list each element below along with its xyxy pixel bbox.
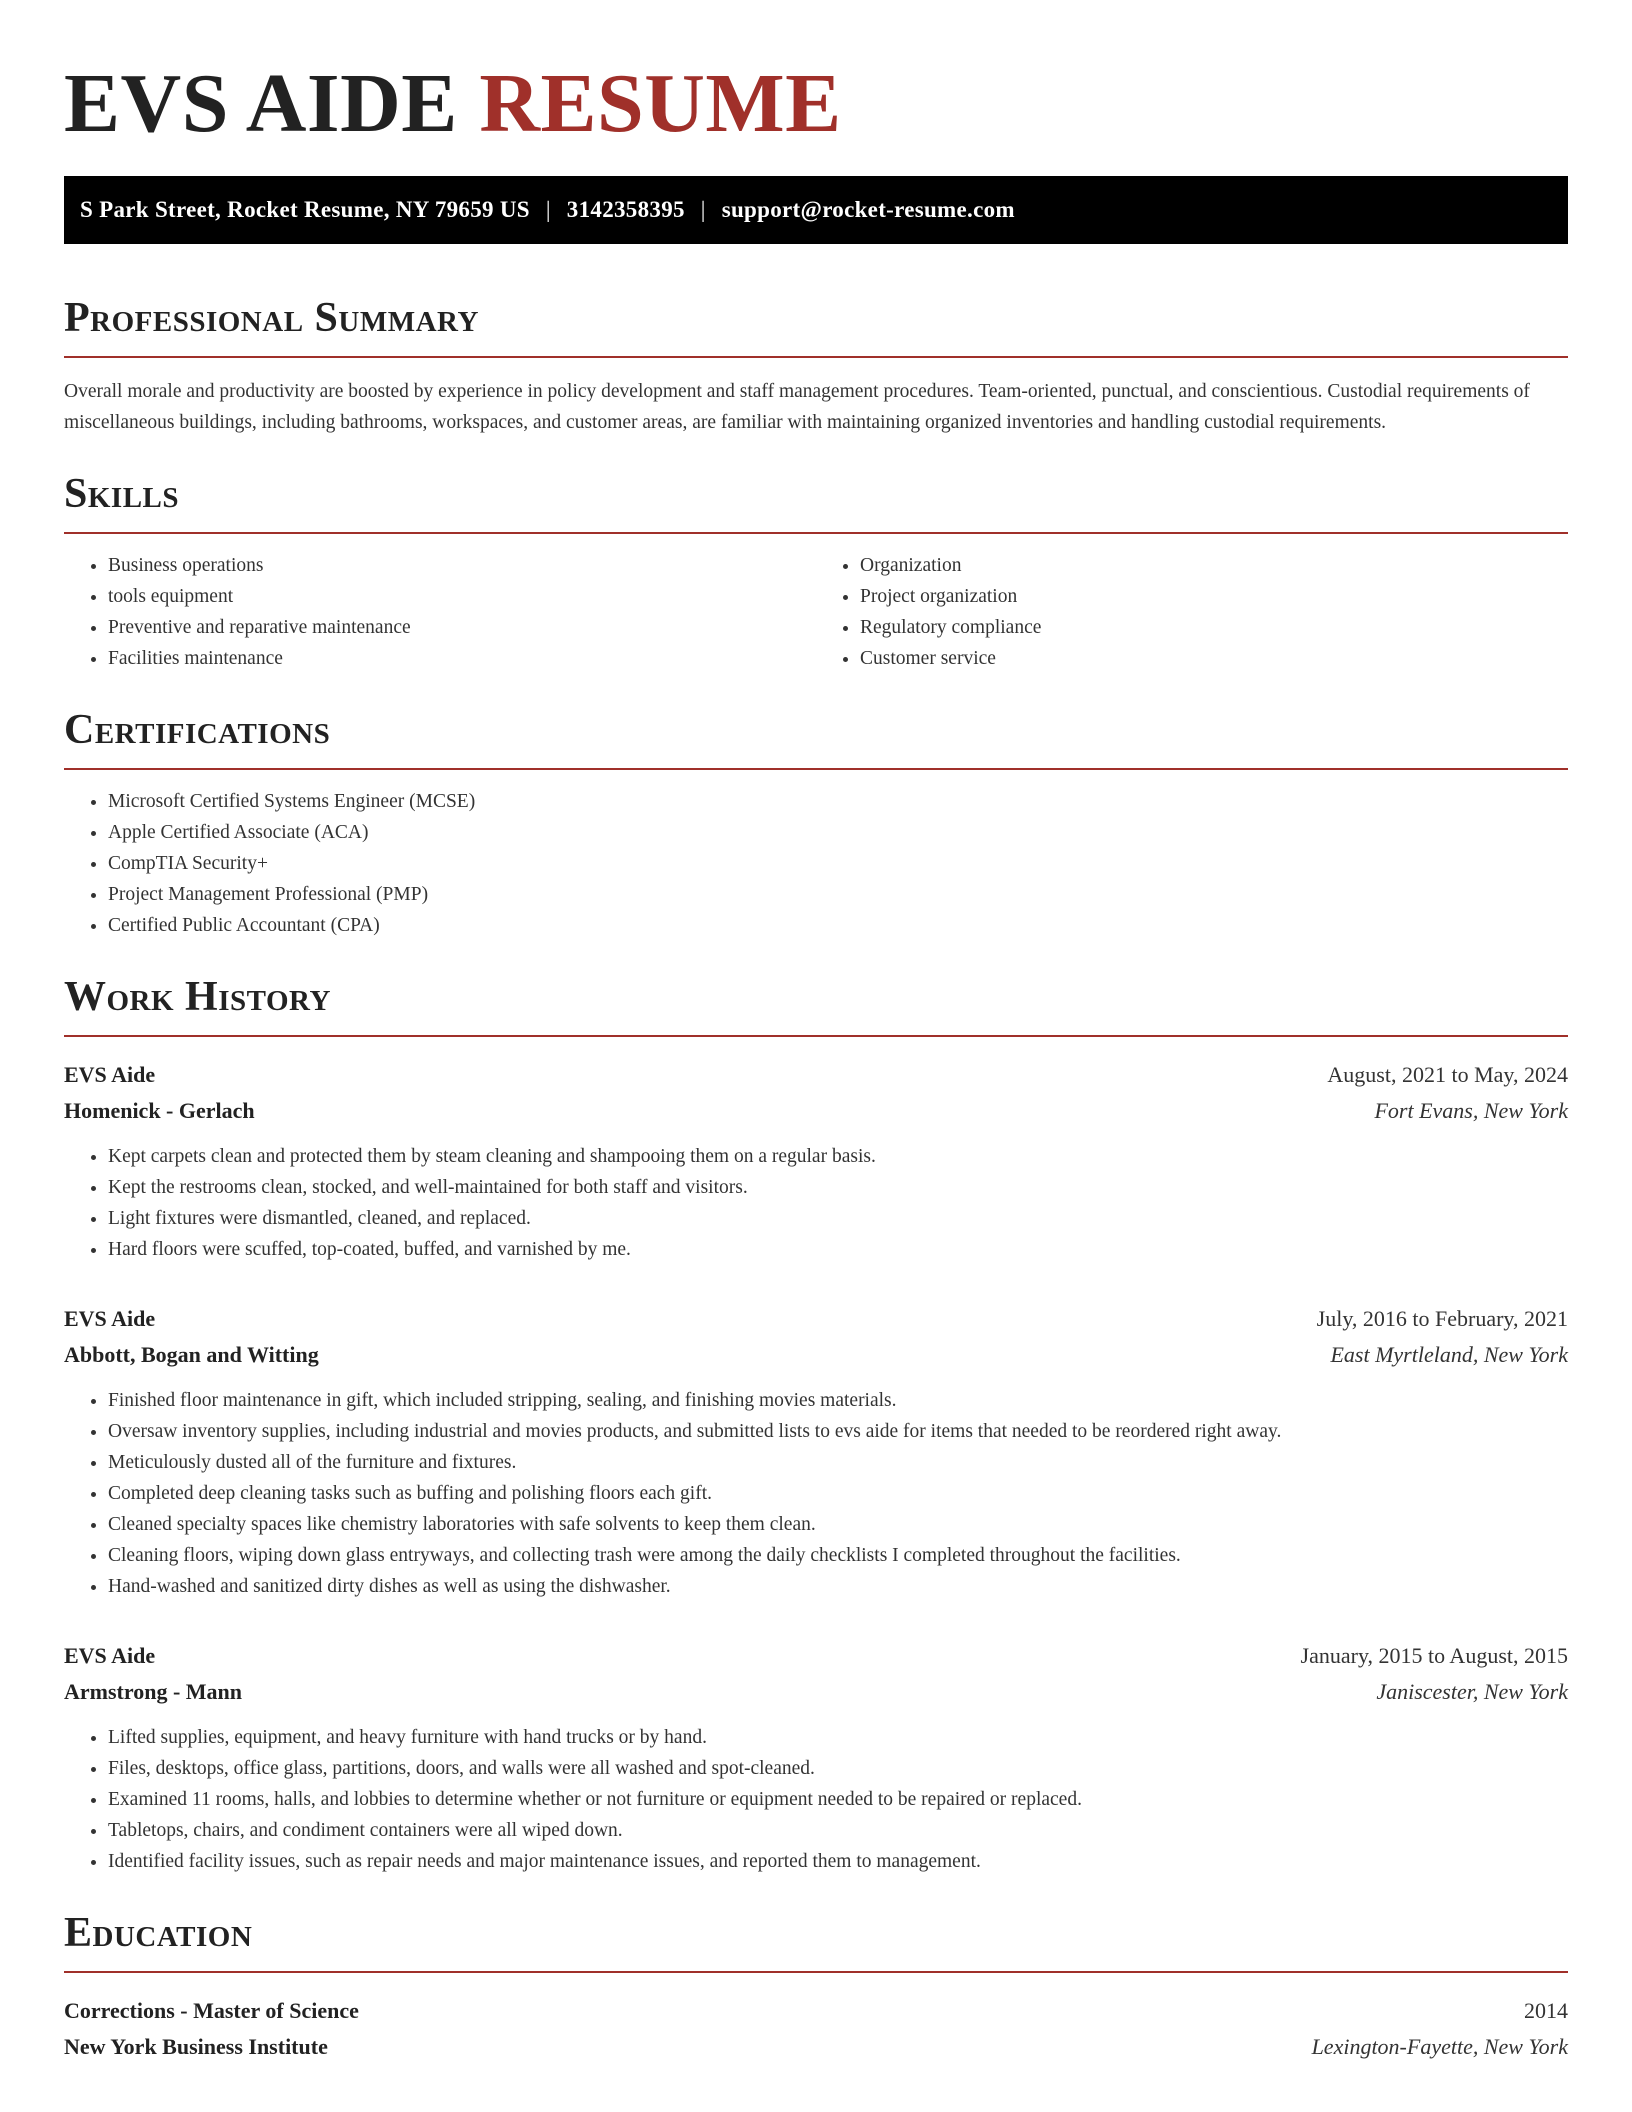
contact-separator: | (700, 197, 706, 222)
job-company-row (64, 1093, 1568, 1129)
job-bullet: • Oversaw inventory supplies, including industrial and movies products, and submitted lists to evs aide for items that needed to be reordered right away. (108, 1416, 1568, 1447)
job-entry (64, 1301, 1568, 1602)
skill-item: • tools equipment (108, 581, 816, 612)
job-entry (64, 1638, 1568, 1877)
education-location: Lexington-Fayette, New York (1311, 2034, 1568, 2059)
skill-item: • Project organization (860, 581, 1568, 612)
job-bullet: • Completed deep cleaning tasks such as buffing and polishing floors each gift. (108, 1478, 1568, 1509)
skill-item: • Organization (860, 550, 1568, 581)
job-bullet: • Hand-washed and sanitized dirty dishes as well as using the dishwasher. (108, 1571, 1568, 1602)
education-entry (64, 1993, 1568, 2065)
contact-separator: | (545, 197, 551, 222)
contact-email: support@rocket-resume.com (721, 197, 1015, 222)
job-header-row (64, 1301, 1568, 1337)
section-divider (64, 1971, 1568, 1973)
job-bullet: • Kept the restrooms clean, stocked, and well-maintained for both staff and visitors. (108, 1172, 1568, 1203)
job-bullets (64, 1722, 1568, 1877)
section-title-certifications: Certifications (64, 707, 331, 753)
job-role: EVS Aide (64, 1306, 156, 1331)
job-bullet: • Files, desktops, office glass, partitions, doors, and walls were all washed and spot-cleaned. (108, 1753, 1568, 1784)
certification-item: • CompTIA Security+ (108, 848, 1568, 879)
job-bullet: • Meticulously dusted all of the furniture and fixtures. (108, 1447, 1568, 1478)
skills-grid (64, 550, 1568, 674)
certification-item: • Apple Certified Associate (ACA) (108, 817, 1568, 848)
contact-phone: 3142358395 (566, 197, 685, 222)
job-dates: January, 2015 to August, 2015 (1300, 1643, 1568, 1668)
section-divider (64, 1035, 1568, 1037)
skills-list-right (816, 550, 1568, 674)
job-company-row (64, 1674, 1568, 1710)
skill-item: • Regulatory compliance (860, 612, 1568, 643)
education-school-row (64, 2029, 1568, 2065)
job-dates: July, 2016 to February, 2021 (1316, 1306, 1568, 1331)
job-bullets (64, 1385, 1568, 1602)
job-entry (64, 1057, 1568, 1265)
job-bullet: • Examined 11 rooms, halls, and lobbies to determine whether or not furniture or equipment needed to be repaired or replaced. (108, 1784, 1568, 1815)
skill-item: • Business operations (108, 550, 816, 581)
section-divider (64, 532, 1568, 534)
skill-item: • Facilities maintenance (108, 643, 816, 674)
job-bullet: • Cleaning floors, wiping down glass entryways, and collecting trash were among the daily checklists I completed throughout the facilities. (108, 1540, 1568, 1571)
contact-address: S Park Street, Rocket Resume, NY 79659 US (80, 197, 530, 222)
job-location: East Myrtleland, New York (1330, 1342, 1568, 1367)
education-header-row (64, 1993, 1568, 2029)
title-accent: RESUME (479, 57, 842, 150)
job-bullet: • Light fixtures were dismantled, cleaned, and replaced. (108, 1203, 1568, 1234)
certification-item: • Project Management Professional (PMP) (108, 879, 1568, 910)
title-name: EVS AIDE (64, 57, 458, 150)
job-bullet: • Identified facility issues, such as repair needs and major maintenance issues, and reported them to management. (108, 1846, 1568, 1877)
job-company: Armstrong - Mann (64, 1679, 243, 1704)
job-dates: August, 2021 to May, 2024 (1327, 1062, 1568, 1087)
job-bullet: • Cleaned specialty spaces like chemistry laboratories with safe solvents to keep them clean. (108, 1509, 1568, 1540)
section-title-skills: Skills (64, 471, 180, 517)
job-header-row (64, 1057, 1568, 1093)
job-bullet: • Kept carpets clean and protected them by steam cleaning and shampooing them on a regular basis. (108, 1141, 1568, 1172)
education-school: New York Business Institute (64, 2034, 328, 2059)
job-company: Homenick - Gerlach (64, 1098, 255, 1123)
job-location: Janiscester, New York (1376, 1679, 1568, 1704)
section-divider (64, 356, 1568, 358)
section-title-summary: Professional Summary (64, 295, 479, 341)
job-role: EVS Aide (64, 1062, 156, 1087)
job-role: EVS Aide (64, 1643, 156, 1668)
job-location: Fort Evans, New York (1374, 1098, 1568, 1123)
skill-item: • Customer service (860, 643, 1568, 674)
education-degree: Corrections - Master of Science (64, 1998, 359, 2023)
section-title-education: Education (64, 1910, 253, 1956)
section-title-work-history: Work History (64, 974, 331, 1020)
job-bullet: • Finished floor maintenance in gift, which included stripping, sealing, and finishing movies materials. (108, 1385, 1568, 1416)
summary-text: Overall morale and productivity are boosted by experience in policy development and staff management procedures. Team-oriented, punctual, and conscientious. Custodial requirements of miscellaneous buildings, including bathrooms, workspaces, and customer areas, are familiar with maintaining organized inventories and handling custodial requirements. (64, 381, 1530, 433)
job-bullet: • Lifted supplies, equipment, and heavy furniture with hand trucks or by hand. (108, 1722, 1568, 1753)
job-company-row (64, 1337, 1568, 1373)
certification-item: • Microsoft Certified Systems Engineer (MCSE) (108, 786, 1568, 817)
job-bullet: • Tabletops, chairs, and condiment containers were all wiped down. (108, 1815, 1568, 1846)
skill-item: • Preventive and reparative maintenance (108, 612, 816, 643)
job-company: Abbott, Bogan and Witting (64, 1342, 319, 1367)
contact-bar (64, 176, 1568, 244)
certification-item: • Certified Public Accountant (CPA) (108, 910, 1568, 941)
resume-title (64, 56, 1568, 152)
job-header-row (64, 1638, 1568, 1674)
education-year: 2014 (1524, 1998, 1568, 2023)
skills-list-left (64, 550, 816, 674)
job-bullet: • Hard floors were scuffed, top-coated, buffed, and varnished by me. (108, 1234, 1568, 1265)
job-bullets (64, 1141, 1568, 1265)
section-divider (64, 768, 1568, 770)
certifications-list (64, 786, 1568, 941)
